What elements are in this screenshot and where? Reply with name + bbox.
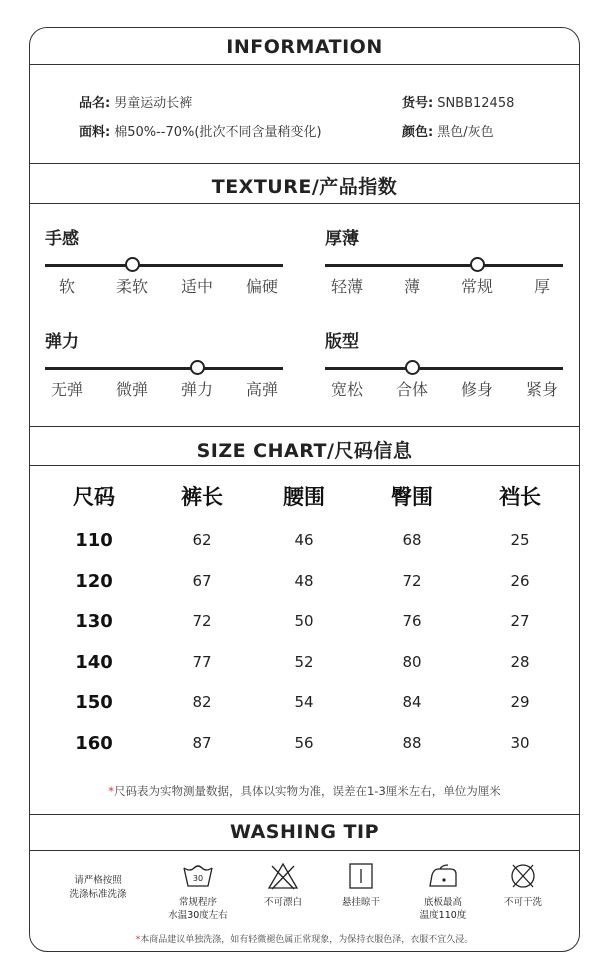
washing-item [403,862,483,922]
texture-label: 手感 [45,229,79,249]
size-row-value: 67 [192,571,212,590]
washing-intro [58,874,138,902]
product-name-value: 男童运动长裤 [114,96,193,111]
washing-item [158,862,238,922]
washing-item-label [483,896,563,909]
bottom-note-star: * [135,935,141,945]
size-chart-title: SIZE CHART/尺码信息 [196,440,413,462]
size-header-cell: 腰围 [283,485,325,509]
texture-tick-label: 偏硬 [245,277,278,296]
texture-tick-label: 微弹 [115,380,148,399]
product-name-row [79,92,192,111]
divider-size-top [29,426,580,427]
iron-low-icon [403,862,483,890]
washing-bottom-note [29,932,580,945]
size-header-cell: 臀围 [391,485,433,509]
washing-intro-line1: 请严格按照 [74,875,122,886]
texture-tick-label: 弹力 [180,380,213,399]
fabric-row [79,121,322,140]
washing-item-label [158,896,238,922]
item-number-value: SNBB12458 [437,96,515,111]
texture-slider-knob [470,257,485,272]
texture-tick-label: 常规 [460,277,493,296]
texture-tick-label: 无弹 [50,380,83,399]
washing-item-line2: 温度110度 [419,910,467,921]
hang-dry-icon [321,862,401,890]
texture-tick-label: 适中 [180,277,213,296]
washing-item-line1: 不可漂白 [263,897,302,908]
size-row-value: 26 [510,571,530,590]
size-header-cell: 裆长 [499,485,541,509]
wash-tub-30-icon [158,862,238,890]
size-header-cell: 尺码 [73,485,115,509]
fabric-value: 棉50%--70%(批次不同含量稍变化) [114,125,322,140]
product-name-label: 品名: [79,96,111,111]
divider-texture-top [29,163,580,164]
size-row-value: 28 [510,652,530,671]
texture-label: 版型 [325,332,359,352]
texture-title: TEXTURE/产品指数 [211,176,398,198]
item-number-row [402,92,514,111]
size-row-value: 72 [192,612,212,630]
size-row-value: 54 [294,693,314,711]
svg-text:30: 30 [192,874,204,883]
texture-tick-label: 厚 [533,277,550,296]
washing-item-label [243,896,323,909]
size-row-value: 52 [294,652,314,671]
washing-item-line1: 常规程序 [178,897,217,908]
size-row-value: 27 [510,612,530,630]
note-star: * [108,784,114,798]
texture-tick-label: 高弹 [245,380,278,399]
no-bleach-icon [243,862,323,890]
washing-item [483,862,563,909]
size-row-size: 140 [75,651,113,673]
washing-item-line2: 水温30度左右 [168,910,228,921]
washing-item [243,862,323,909]
size-row-value: 56 [294,733,314,752]
divider-information [29,64,580,65]
size-row-value: 29 [510,693,530,711]
washing-item-line1: 底板最高 [423,897,462,908]
texture-tick-label: 宽松 [330,380,363,399]
color-row [402,121,494,140]
texture-tick-label: 柔软 [115,277,148,296]
size-row-size: 130 [75,611,113,632]
texture-tick-label: 紧身 [525,380,558,399]
size-row-value: 88 [402,733,422,752]
divider-texture-bottom [29,203,580,204]
texture-tick-label: 修身 [460,380,493,399]
size-row-value: 46 [294,531,314,549]
texture-tick-label: 软 [58,277,75,296]
item-number-label: 货号: [402,96,434,111]
divider-washing-top [29,814,580,815]
size-row-value: 30 [510,733,530,752]
size-row-value: 76 [402,612,422,630]
washing-item-line1: 不可干洗 [503,897,542,908]
texture-slider-track [45,367,283,370]
texture-label: 弹力 [45,332,79,352]
size-row-size: 120 [75,570,113,592]
size-row-value: 25 [510,531,530,549]
size-row-value: 80 [402,652,422,671]
texture-slider-knob [190,360,205,375]
note-text: 尺码表为实物测量数据，具体以实物为准，误差在1-3厘米左右，单位为厘米 [113,784,501,798]
size-row-size: 160 [75,732,113,754]
size-row-value: 87 [192,733,212,752]
divider-washing-bottom [29,850,580,851]
washing-item-line1: 悬挂晾干 [341,897,380,908]
washing-item [321,862,401,909]
color-label: 颜色: [402,125,434,140]
size-row-value: 50 [294,612,314,630]
size-row-value: 62 [192,531,212,549]
washing-intro-line2: 洗涤标准洗涤 [69,889,127,900]
size-row-value: 68 [402,531,422,549]
size-row-value: 72 [402,571,422,590]
size-row-value: 48 [294,571,314,590]
texture-tick-label: 薄 [403,277,420,296]
texture-slider-track [325,264,563,267]
washing-item-label [321,896,401,909]
washing-title: WASHING TIP [229,821,380,843]
texture-label: 厚薄 [325,229,359,249]
texture-slider-track [45,264,283,267]
size-header-cell: 裤长 [181,485,223,509]
texture-tick-label: 合体 [395,380,428,399]
information-title: INFORMATION [226,36,383,58]
no-dry-clean-icon [483,862,563,890]
color-value: 黑色/灰色 [437,125,494,140]
size-row-value: 82 [192,693,212,711]
texture-slider-knob [125,257,140,272]
texture-tick-label: 轻薄 [330,277,363,296]
size-chart-note [29,783,580,799]
washing-item-label [403,896,483,922]
texture-slider-knob [405,360,420,375]
size-row-value: 77 [192,652,212,671]
bottom-note-text: 本商品建议单独洗涤，如有轻微褪色属正常现象，为保持衣服色泽，衣服不宜久浸。 [140,935,474,945]
size-row-size: 110 [75,530,113,551]
texture-slider-track [325,367,563,370]
size-row-value: 84 [402,693,422,711]
size-row-size: 150 [75,692,113,713]
fabric-label: 面料: [79,125,111,140]
divider-size-bottom [29,465,580,466]
